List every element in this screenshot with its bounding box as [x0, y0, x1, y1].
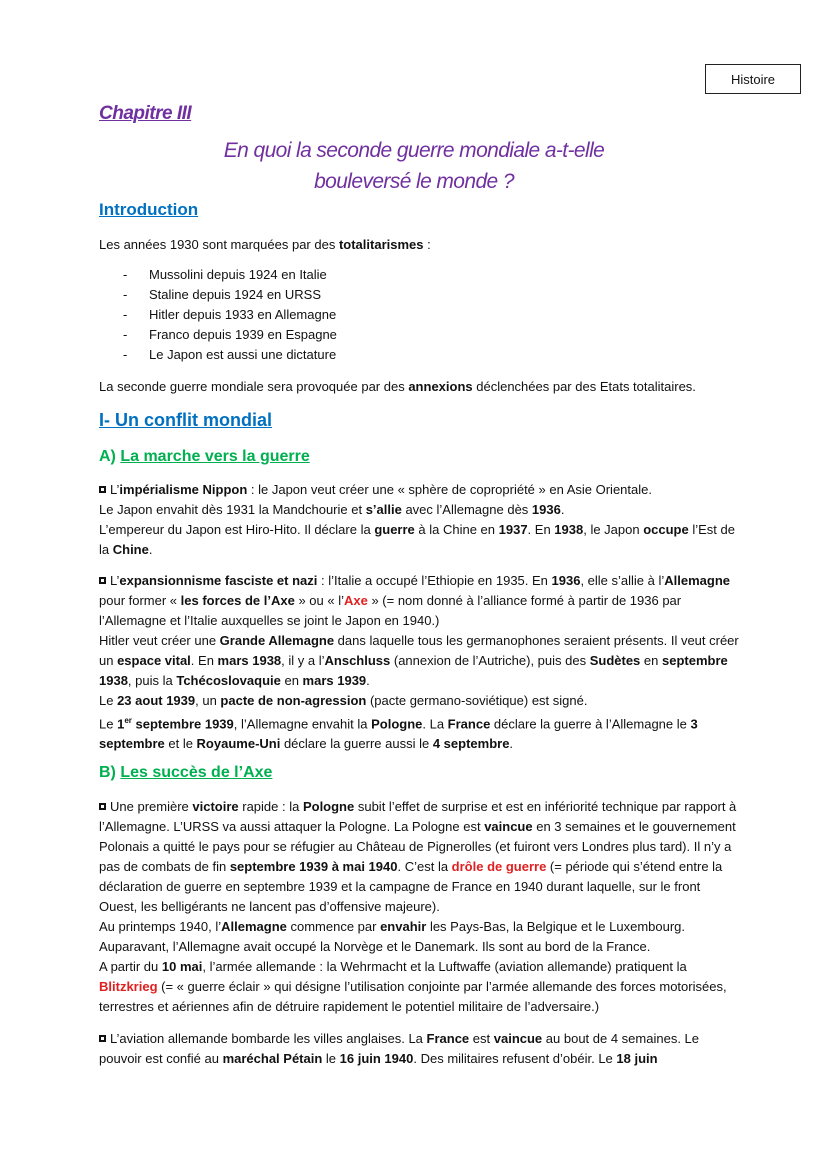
list-item	[99, 285, 337, 305]
list-item	[99, 265, 337, 285]
square-bullet-icon	[99, 803, 106, 810]
text-run: » ou « l’	[294, 593, 344, 608]
bold-term: pacte de non-agression	[220, 693, 367, 708]
lead-text-end: :	[423, 237, 431, 252]
text-run: l’Est de la	[99, 522, 735, 557]
dash-marker: -	[123, 347, 128, 362]
text-run: (= « guerre éclair » qui désigne l’utilisation conjointe par l’armée allemande des forces motorisées, terrestres et aériennes afin de détruire rapidement le potentiel militaire de l’adversaire.)	[99, 979, 727, 1014]
text-run: .	[148, 542, 153, 557]
text-run: , il y a l’	[281, 653, 325, 668]
bold-term: maréchal Pétain	[222, 1051, 323, 1066]
text-run: L’	[110, 482, 120, 497]
square-bullet-icon	[99, 486, 106, 493]
bold-term: mars 1939	[302, 673, 367, 688]
bold-term: septembre 1939	[131, 716, 234, 732]
paragraph-fascism-nazism	[99, 571, 739, 754]
text-run: (= période qui s’étend entre la déclaration de guerre en septembre 1939 et la campagne de France en 1940 durant laquelle, sur le front Ouest, les belligérants ne lancent pas d’offensive majeure).	[99, 859, 723, 914]
bold-term: 4 septembre	[432, 736, 510, 752]
bold-term: envahir	[380, 919, 427, 934]
text-run: L’aviation allemande bombarde les villes anglaises. La	[110, 1031, 427, 1046]
bold-term: 3 septembre	[99, 716, 698, 752]
list-item	[99, 305, 337, 325]
bold-term: Pologne	[302, 799, 355, 814]
text-run: dans laquelle tous les germanophones seraient présents. Il veut créer un	[99, 633, 739, 668]
key-term-red: Blitzkrieg	[99, 979, 158, 994]
key-term-red: drôle de guerre	[451, 859, 547, 874]
text-run: , l’armée allemande : la Wehrmacht et la Luftwaffe (aviation allemande) pratiquent la	[202, 959, 687, 974]
text-run: au bout de 4 semaines. Le pouvoir est confié au	[99, 1031, 700, 1066]
bold-term: France	[447, 716, 491, 732]
text-run: déclare la guerre aussi le	[280, 736, 433, 752]
bold-term: Anschluss	[324, 653, 391, 668]
text-run: déclare la guerre à l’Allemagne le	[490, 716, 691, 732]
text-run: , puis la	[127, 673, 177, 688]
list-item	[99, 345, 337, 365]
bold-term: guerre	[374, 522, 415, 537]
text-run: . C’est la	[397, 859, 452, 874]
list-item-text: Franco depuis 1939 en Espagne	[149, 327, 337, 342]
bold-term: occupe	[643, 522, 689, 537]
text-run: Au printemps 1940, l’	[99, 919, 222, 934]
text-run: rapide : la	[238, 799, 303, 814]
text-run: er	[124, 716, 132, 725]
text-run: Le	[99, 693, 118, 708]
text-run: .	[366, 673, 370, 688]
text-run: , elle s’allie à l’	[580, 573, 665, 588]
bold-term: s’allie	[365, 502, 402, 517]
subject-label-box	[705, 64, 801, 94]
dash-marker: -	[123, 307, 128, 322]
list-item-text: Mussolini depuis 1924 en Italie	[149, 267, 327, 282]
bold-term: Allemagne	[221, 919, 287, 934]
text-run: et le	[164, 736, 197, 752]
section-a-heading	[99, 448, 310, 466]
text-run: : l’Italie a occupé l’Ethiopie en 1935. En	[317, 573, 552, 588]
bold-term: Sudètes	[589, 653, 641, 668]
bold-term: Grande Allemagne	[219, 633, 335, 648]
text-run: subit l’effet de surprise et est en infériorité technique par rapport à l’Allemagne. L’URSS va aussi attaquer la Pologne. La Pologne est	[99, 799, 737, 834]
introduction-closing	[99, 377, 739, 397]
text-run: .	[560, 502, 565, 517]
text-run: (pacte germano-soviétique) est signé.	[366, 693, 588, 708]
text-run: le	[322, 1051, 340, 1066]
bold-term: 10 mai	[161, 959, 203, 974]
text-run: » (= nom donné à l’alliance formé à partir de 1936 par l’Allemagne et l’Italie auxquelles se joint le Japon en 1940.)	[99, 593, 682, 628]
list-item	[99, 325, 337, 345]
bold-term: 23 aout 1939	[117, 693, 196, 708]
section-b-heading	[99, 764, 272, 782]
text-run: L’	[110, 573, 120, 588]
text-run: , le Japon	[583, 522, 644, 537]
bold-term: 18 juin	[616, 1051, 658, 1066]
text-run: pour former «	[99, 593, 181, 608]
text-run: . Des militaires refusent d’obéir. Le	[413, 1051, 617, 1066]
text-run: , l’Allemagne envahit la	[233, 716, 372, 732]
text-run: avec l’Allemagne dès	[401, 502, 532, 517]
paragraph-france-defeat	[99, 1029, 739, 1069]
text-run: A partir du	[99, 959, 162, 974]
section-a-title: La marche vers la guerre	[120, 448, 310, 465]
text-run: en 3 semaines et le gouvernement Polonais a quitté le pays pour se réfugier au Château de Pignerolles (et fuiront vers Londres plus tard). Il n’y a pas de combats de fin	[99, 819, 736, 874]
bold-term: Allemagne	[664, 573, 731, 588]
bold-term: expansionnisme fasciste et nazi	[119, 573, 318, 588]
text-run: : le Japon veut créer une « sphère de copropriété » en Asie Orientale.	[247, 482, 652, 497]
dash-marker: -	[123, 327, 128, 342]
closing-keyword: annexions	[408, 379, 473, 394]
bold-term: 1936	[551, 573, 581, 588]
text-run: Hitler veut créer une	[99, 633, 220, 648]
closing-text: La seconde guerre mondiale sera provoquée par des	[99, 379, 409, 394]
bold-term: 1937	[498, 522, 528, 537]
totalitarian-list	[99, 265, 337, 365]
bold-term: impérialisme Nippon	[119, 482, 248, 497]
section-b-title: Les succès de l’Axe	[120, 764, 273, 781]
text-run: Le	[99, 716, 118, 732]
bold-term: Chine	[112, 542, 149, 557]
list-item-text: Staline depuis 1924 en URSS	[149, 287, 322, 302]
closing-text-end: déclenchées par des Etats totalitaires.	[472, 379, 696, 394]
bold-term: 1	[117, 716, 125, 732]
bold-term: septembre 1938	[99, 653, 728, 688]
title-line-2: bouleversé le monde ?	[314, 170, 514, 193]
document-title	[100, 135, 728, 197]
bold-term: victoire	[192, 799, 239, 814]
text-run: .	[509, 736, 514, 752]
lead-keyword: totalitarismes	[338, 237, 424, 252]
lead-text: Les années 1930 sont marquées par des	[99, 237, 339, 252]
title-line-1: En quoi la seconde guerre mondiale a-t-elle	[223, 139, 605, 162]
square-bullet-icon	[99, 1035, 106, 1042]
list-item-text: Le Japon est aussi une dictature	[149, 347, 337, 362]
bold-term: Pologne	[371, 716, 423, 732]
text-run: (annexion de l’Autriche), puis des	[390, 653, 590, 668]
dash-marker: -	[123, 287, 128, 302]
text-run: en	[280, 673, 303, 688]
bold-term: 1936	[531, 502, 561, 517]
bold-term: 16 juin 1940	[339, 1051, 414, 1066]
text-run: Le Japon envahit dès 1931 la Mandchourie et	[99, 502, 366, 517]
bold-term: espace vital	[117, 653, 191, 668]
bold-term: Royaume-Uni	[196, 736, 281, 752]
paragraph-japan	[99, 480, 739, 560]
text-run: L’empereur du Japon est Hiro-Hito. Il déclare la	[99, 522, 375, 537]
bold-term: septembre 1939 à mai 1940	[229, 859, 398, 874]
introduction-heading: Introduction	[99, 200, 199, 219]
text-run: les Pays-Bas, la Belgique et le Luxembourg.	[426, 919, 686, 934]
subject-label: Histoire	[730, 71, 776, 87]
text-run: . En	[190, 653, 218, 668]
text-run: est	[469, 1031, 494, 1046]
text-run: Auparavant, l’Allemagne avait occupé la Norvège et le Danemark. Ils sont au bord de la France.	[99, 939, 651, 954]
part-1-heading: I- Un conflit mondial	[99, 410, 272, 430]
list-item-text: Hitler depuis 1933 en Allemagne	[149, 307, 337, 322]
text-run: à la Chine en	[414, 522, 499, 537]
text-run: . La	[422, 716, 448, 732]
text-run: , un	[195, 693, 221, 708]
square-bullet-icon	[99, 577, 106, 584]
bold-term: vaincue	[484, 819, 533, 834]
key-term-red: Axe	[343, 593, 368, 608]
section-a-prefix: A)	[99, 448, 121, 465]
bold-term: France	[426, 1031, 470, 1046]
bold-term: mars 1938	[217, 653, 282, 668]
paragraph-first-victories	[99, 797, 739, 1017]
text-run: . En	[527, 522, 555, 537]
chapter-heading: Chapitre III	[99, 103, 192, 124]
text-run: Une première	[110, 799, 193, 814]
bold-term: vaincue	[493, 1031, 543, 1046]
text-run: commence par	[286, 919, 381, 934]
bold-term: Tchécoslovaquie	[176, 673, 281, 688]
introduction-lead	[99, 235, 739, 255]
text-run: en	[640, 653, 662, 668]
bold-term: les forces de l’Axe	[180, 593, 295, 608]
bold-term: 1938	[554, 522, 584, 537]
section-b-prefix: B)	[99, 764, 121, 781]
dash-marker: -	[123, 267, 128, 282]
